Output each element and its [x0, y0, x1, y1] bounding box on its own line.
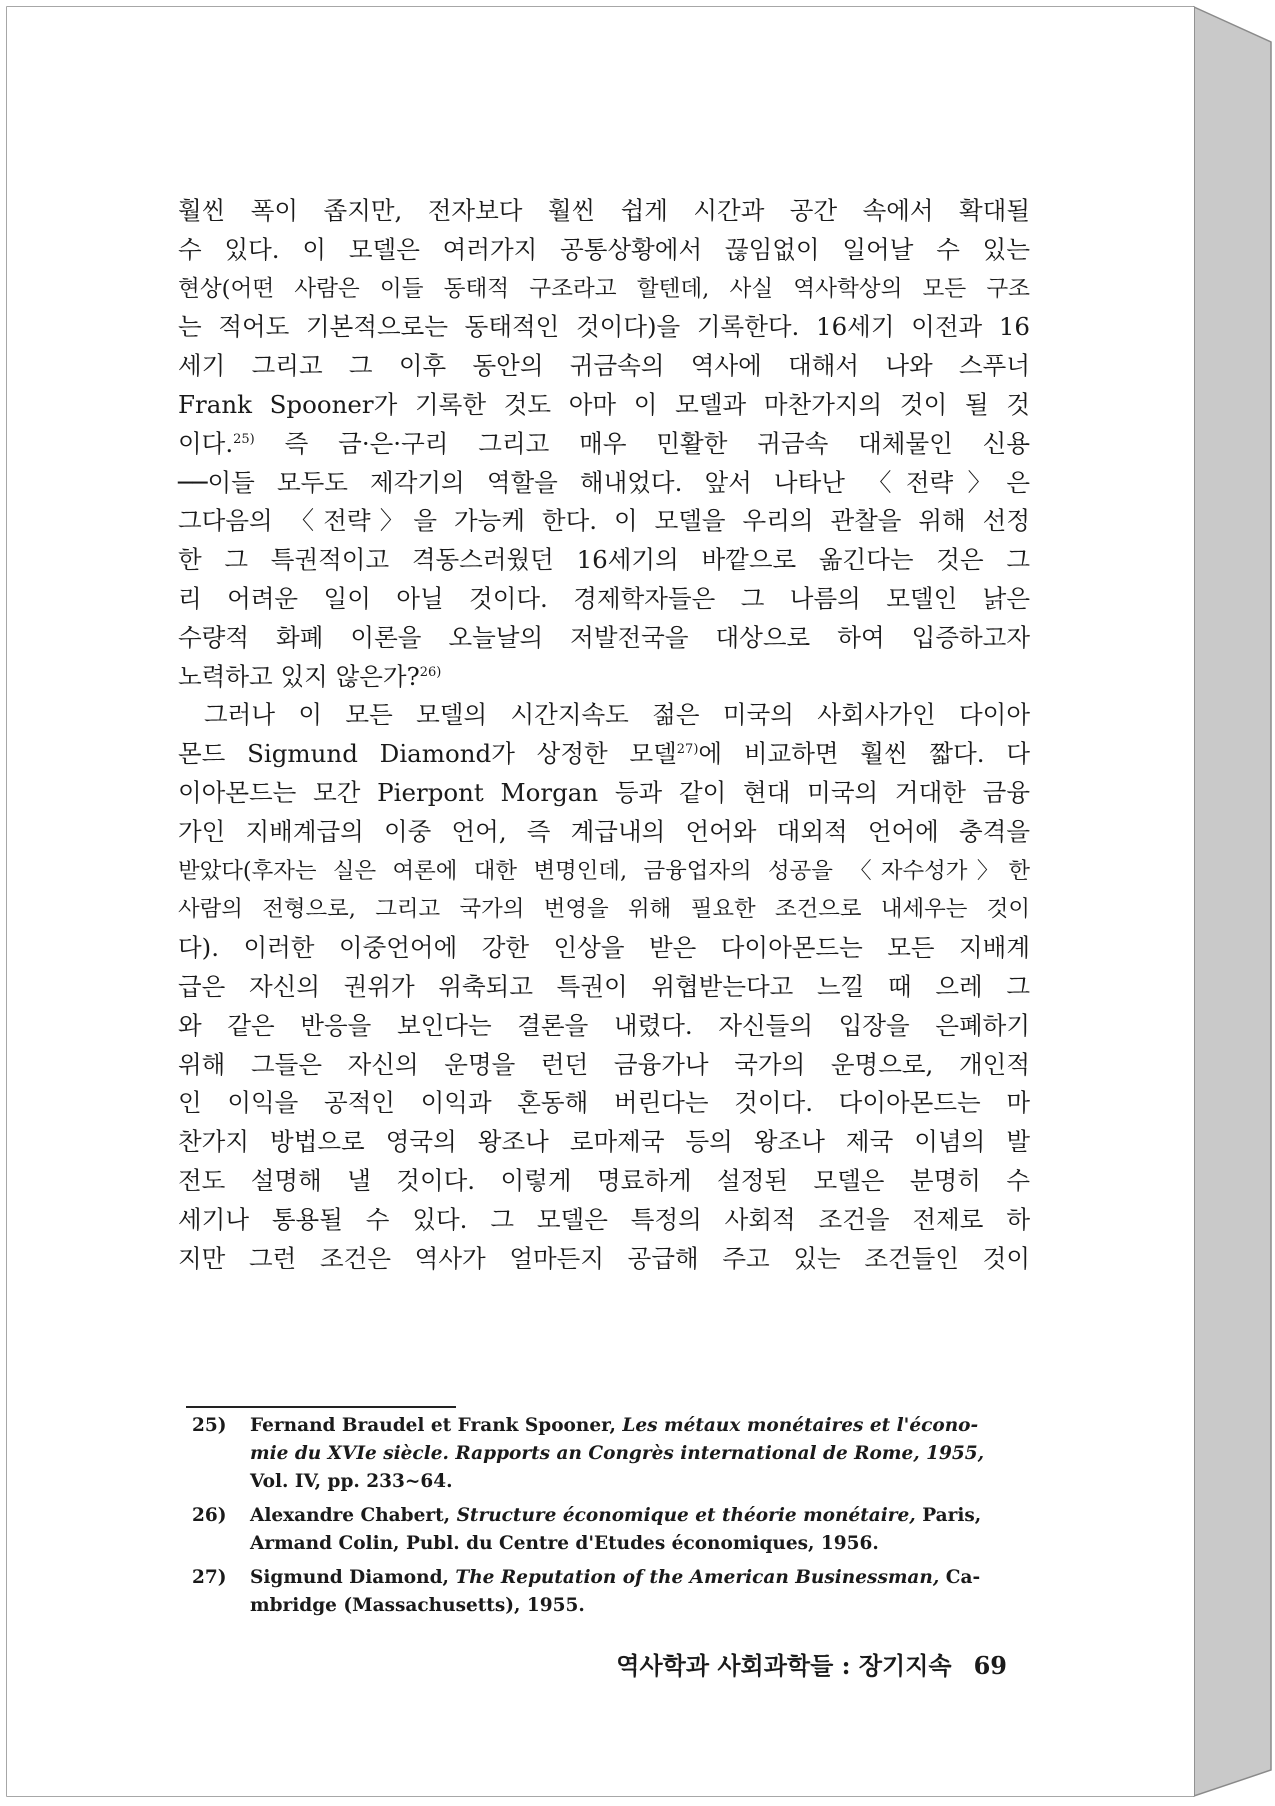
- text-line-with-note: [178, 425, 1030, 464]
- text-line-with-note: [178, 735, 1030, 774]
- footnote-author: Fernand Braudel et Frank Spooner,: [250, 1415, 623, 1436]
- footnote-25: [192, 1412, 1022, 1496]
- body-text: [178, 192, 1030, 1278]
- text-line: 이아몬드는 모간 Pierpont Morgan 등과 같이 현대 미국의 거대한 금융: [178, 777, 1030, 807]
- note-ref-27: 27): [676, 742, 699, 758]
- text-line: 인 이익을 공적인 이익과 혼동해 버린다는 것이다. 다이아몬드는 마: [178, 1088, 1030, 1118]
- text-line: 세기 그리고 그 이후 동안의 귀금속의 역사에 대해서 나와 스푸너: [178, 351, 1030, 381]
- text-line: 훨씬 폭이 좁지만, 전자보다 훨씬 쉽게 시간과 공간 속에서 확대될: [178, 196, 1030, 225]
- footnote-title: Les métaux monétaires et l'écono- mie du XVIe siècle. Rapports an Congrès international de Rome, 1955,: [250, 1415, 985, 1464]
- footnote-details: Vol. IV, pp. 233~64.: [250, 1471, 453, 1492]
- text-line: ──이들 모두도 제각기의 역할을 해내었다. 앞서 나타난 〈전략〉은: [178, 467, 1030, 497]
- text-line: 수 있다. 이 모델은 여러가지 공통상황에서 끊임없이 일어날 수 있는: [178, 234, 1030, 264]
- text-line-with-note: [178, 658, 1030, 697]
- text-line: 지만 그런 조건은 역사가 얼마든지 공급해 주고 있는 조건들인 것이: [178, 1243, 1030, 1273]
- text-line: 그다음의 〈전략〉을 가능케 한다. 이 모델을 우리의 관찰을 위해 선정: [178, 506, 1030, 536]
- text-line: 찬가지 방법으로 영국의 왕조나 로마제국 등의 왕조나 제국 이념의 발: [178, 1127, 1030, 1157]
- page-number: 69: [973, 1651, 1007, 1680]
- footnote-number: 26): [192, 1505, 227, 1526]
- text-segment: 노력하고 있지 않은가?: [178, 661, 420, 691]
- text-line: 사람의 전형으로, 그리고 국가의 번영을 위해 필요한 조건으로 내세우는 것이: [178, 896, 1030, 923]
- text-line: 다). 이러한 이중언어에 강한 인상을 받은 다이아몬드는 모든 지배계: [178, 933, 1030, 963]
- footnote-author: Sigmund Diamond,: [250, 1567, 456, 1588]
- text-line: 세기나 통용될 수 있다. 그 모델은 특정의 사회적 조건을 전제로 하: [178, 1204, 1030, 1234]
- text-line: 는 적어도 기본적으로는 동태적인 것이다)을 기록한다. 16세기 이전과 16: [178, 312, 1030, 342]
- text-line: Frank Spooner가 기록한 것도 아마 이 모델과 마찬가지의 것이 될 것: [178, 389, 1030, 419]
- text-line: 와 같은 반응을 보인다는 결론을 내렸다. 자신들의 입장을 은폐하기: [178, 1010, 1030, 1040]
- footnote-26: [192, 1502, 1022, 1558]
- text-line: 수량적 화폐 이론을 오늘날의 저발전국을 대상으로 하여 입증하고자: [178, 622, 1030, 652]
- footnotes: [192, 1412, 1022, 1626]
- text-line: 받았다(후자는 실은 여론에 대한 변명인데, 금융업자의 성공을 〈자수성가〉한: [178, 857, 1030, 884]
- text-line: 현상(어떤 사람은 이들 동태적 구조라고 할텐데, 사실 역사학상의 모든 구조: [178, 275, 1030, 302]
- note-ref-25: 25): [233, 431, 255, 447]
- text-segment: 몬드 Sigmund Diamond가 상정한 모델: [178, 739, 677, 769]
- footnote-number: 25): [192, 1415, 227, 1436]
- footnote-author: Alexandre Chabert,: [250, 1505, 457, 1526]
- footnote-number: 27): [192, 1567, 227, 1588]
- footnote-details: Paris, Armand Colin, Publ. du Centre d'Etudes économiques, 1956.: [250, 1505, 982, 1554]
- footnote-title: Structure économique et théorie monétaire,: [456, 1505, 916, 1526]
- note-ref-26: 26): [419, 664, 442, 680]
- footnote-27: [192, 1564, 1022, 1620]
- text-line: 위해 그들은 자신의 운명을 런던 금융가나 국가의 운명으로, 개인적: [178, 1049, 1030, 1079]
- footnote-details: Ca- mbridge (Massachusetts), 1955.: [250, 1567, 981, 1616]
- text-line: 리 어려운 일이 아닐 것이다. 경제학자들은 그 나름의 모델인 낡은: [178, 583, 1030, 613]
- running-title: 역사학과 사회과학들 : 장기지속: [616, 1651, 952, 1680]
- text-segment: 즉 금·은·구리 그리고 매우 민활한 귀금속 대체물인 신용: [284, 428, 1030, 458]
- footnote-title: The Reputation of the American Businessman,: [455, 1567, 940, 1588]
- running-footer: [616, 1646, 1007, 1681]
- text-segment: 에 비교하면 훨씬 짧다. 다: [698, 739, 1030, 769]
- text-segment: 이다.: [178, 428, 234, 458]
- text-line: 그러나 이 모든 모델의 시간지속도 젊은 미국의 사회사가인 다이아: [204, 700, 1030, 730]
- text-line: 전도 설명해 낼 것이다. 이렇게 명료하게 설정된 모델은 분명히 수: [178, 1165, 1030, 1195]
- text-line: 한 그 특권적이고 격동스러웠던 16세기의 바깥으로 옮긴다는 것은 그: [178, 545, 1030, 575]
- footnote-divider: [186, 1406, 456, 1408]
- text-line: 가인 지배계급의 이중 언어, 즉 계급내의 언어와 대외적 언어에 충격을: [178, 816, 1030, 846]
- text-line: 급은 자신의 권위가 위축되고 특권이 위협받는다고 느낄 때 으레 그: [178, 971, 1030, 1001]
